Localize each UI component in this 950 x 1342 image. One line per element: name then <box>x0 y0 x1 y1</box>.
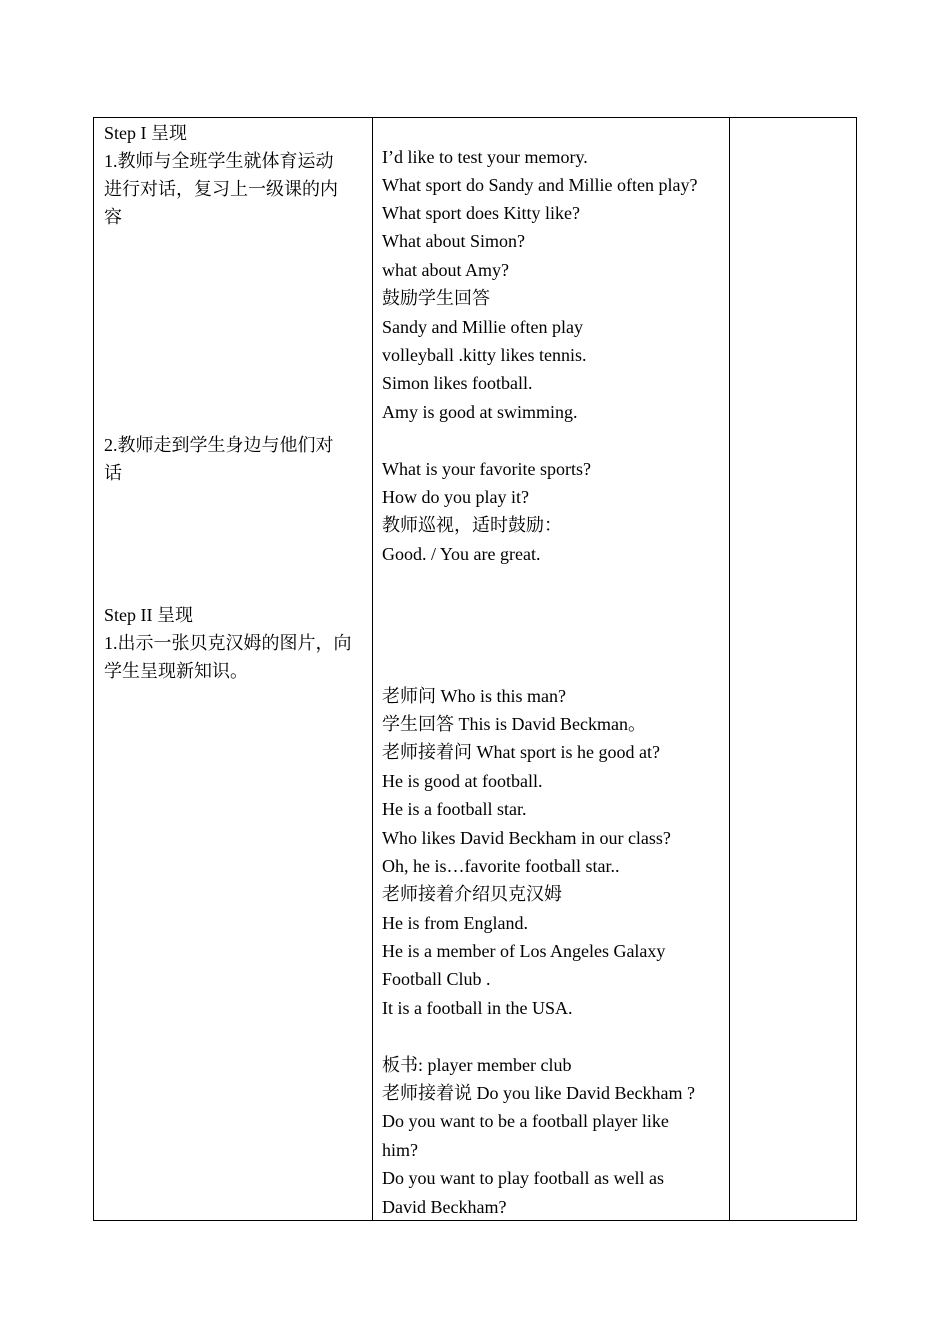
text-line: 老师接着问 What sport is he good at? <box>382 742 660 762</box>
text-line: him? <box>382 1140 418 1160</box>
text-line: It is a football in the USA. <box>382 998 573 1018</box>
text-line: 教师巡视，适时鼓励： <box>382 515 562 535</box>
step1-item1-line3: 容 <box>104 207 122 227</box>
text-line: He is from England. <box>382 913 528 933</box>
text-line: 老师问 Who is this man? <box>382 686 566 706</box>
step1-item2-line1: 2.教师走到学生身边与他们对 <box>104 435 334 455</box>
text-line: volleyball .kitty likes tennis. <box>382 345 587 365</box>
text-line: Do you want to be a football player like <box>382 1111 669 1131</box>
step1-item1-line1: 1.教师与全班学生就体育运动 <box>104 151 334 171</box>
text-line: What is your favorite sports? <box>382 459 591 479</box>
step2-heading: Step II 呈现 <box>104 605 193 625</box>
text-line: He is a football star. <box>382 799 527 819</box>
step2-item1-line2: 学生呈现新知识。 <box>104 661 248 681</box>
text-line: What sport does Kitty like? <box>382 203 580 223</box>
text-line: Sandy and Millie often play <box>382 317 583 337</box>
step1-heading: Step I 呈现 <box>104 123 187 143</box>
text-line: 学生回答 This is David Beckman。 <box>382 714 646 734</box>
text-line: He is good at football. <box>382 771 543 791</box>
text-line: Who likes David Beckham in our class? <box>382 828 671 848</box>
column-divider-2 <box>729 118 730 1220</box>
column-divider-1 <box>372 118 373 1220</box>
text-line: Amy is good at swimming. <box>382 402 578 422</box>
text-line: David Beckham? <box>382 1197 507 1217</box>
text-line: Football Club . <box>382 969 491 989</box>
text-line: 老师接着介绍贝克汉姆 <box>382 884 562 904</box>
text-line: what about Amy? <box>382 260 509 280</box>
text-line: How do you play it? <box>382 487 529 507</box>
lesson-plan-table <box>93 117 857 1221</box>
text-line: Good. / You are great. <box>382 544 541 564</box>
text-line: 老师接着说 Do you like David Beckham ? <box>382 1083 695 1103</box>
step1-item2-line2: 话 <box>104 463 122 483</box>
text-line: I’d like to test your memory. <box>382 147 588 167</box>
text-line: Simon likes football. <box>382 373 533 393</box>
text-line: Do you want to play football as well as <box>382 1168 664 1188</box>
text-line: 鼓励学生回答 <box>382 288 490 308</box>
text-line: 板书: player member club <box>382 1055 572 1075</box>
text-line: He is a member of Los Angeles Galaxy <box>382 941 666 961</box>
step2-item1-line1: 1.出示一张贝克汉姆的图片，向 <box>104 633 352 653</box>
text-line: What about Simon? <box>382 231 525 251</box>
text-line: What sport do Sandy and Millie often play? <box>382 175 698 195</box>
text-line: Oh, he is…favorite football star.. <box>382 856 620 876</box>
step1-item1-line2: 进行对话，复习上一级课的内 <box>104 179 338 199</box>
